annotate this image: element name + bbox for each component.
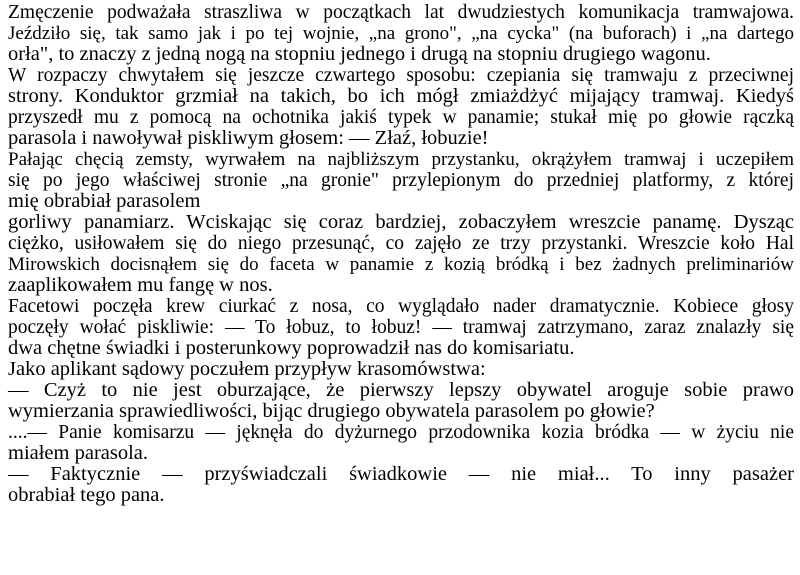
text-line: W rozpaczy chwytałem się jeszcze czwartego sposobu: czepiania się tramwaju z przeciwnej (8, 65, 794, 86)
text-line: orła", to znaczy z jedną nogą na stopniu jednego i drugą na stopniu drugiego wagonu. (8, 43, 711, 65)
text-line: Facetowi poczęła krew ciurkać z nosa, co wyglądało nader dramatycznie. Kobiece głosy (8, 296, 794, 317)
text-line: przyszedł mu z pomocą na ochotnika jakiś typek w panamie; stukał mię po głowie rączką (8, 107, 794, 128)
text-line: zaaplikowałem mu fangę w nos. (8, 274, 273, 296)
text-line: Zmęczenie podważała straszliwa w początkach lat dwudziestych komunikacja tramwajowa. (8, 2, 794, 23)
text-line: obrabiał tego pana. (8, 484, 165, 506)
text-line: dwa chętne świadki i posterunkowy poprowadził nas do komisariatu. (8, 337, 575, 359)
text-line: poczęły wołać piskliwie: — To łobuz, to łobuz! — tramwaj zatrzymano, zaraz znalazły się (8, 317, 794, 338)
text-line: Pałając chęcią zemsty, wyrwałem na najbliższym przystanku, okrążyłem tramwaj i uczepiłem (8, 149, 794, 170)
text-line: Mirowskich docisnąłem się do faceta w panamie z kozią bródką i bez żadnych preliminariów (8, 254, 794, 275)
text-line: parasola i nawoływał piskliwym głosem: — Złaź, łobuzie! (8, 127, 489, 149)
text-line: ciężko, usiłowałem się do niego przesunąć, co zajęło ze trzy przystanki. Wreszcie koło Hal (8, 233, 794, 254)
text-line: mię obrabiał parasolem (8, 190, 201, 212)
document-page (8, 2, 794, 506)
text-line: — Czyż to nie jest oburzające, że pierwszy lepszy obywatel aroguje sobie prawo (8, 379, 794, 401)
text-line: miałem parasola. (8, 442, 149, 464)
text-line: Jako aplikant sądowy poczułem przypływ krasomówstwa: (8, 358, 486, 380)
text-line: strony. Konduktor grzmiał na takich, bo ich mógł zmiażdżyć mijający tramwaj. Kiedyś (8, 85, 794, 107)
text-line: wymierzania sprawiedliwości, bijąc drugiego obywatela parasolem po głowie? (8, 400, 655, 422)
text-line: gorliwy panamiarz. Wciskając się coraz bardziej, zobaczyłem wreszcie panamę. Dysząc (8, 211, 794, 233)
text-line: Jeździło się, tak samo jak i po tej wojnie, „na grono", „na cycka" (na buforach) i „na dartego (8, 23, 794, 44)
text-line: się po jego właściwej stronie „na gronie" przylepionym do przedniej platformy, z której (8, 170, 794, 191)
text-line: ....— Panie komisarzu — jęknęła do dyżurnego przodownika kozia bródka — w życiu nie (8, 422, 794, 443)
text-line: — Faktycznie — przyświadczali świadkowie — nie miał... To inny pasażer (8, 463, 794, 485)
